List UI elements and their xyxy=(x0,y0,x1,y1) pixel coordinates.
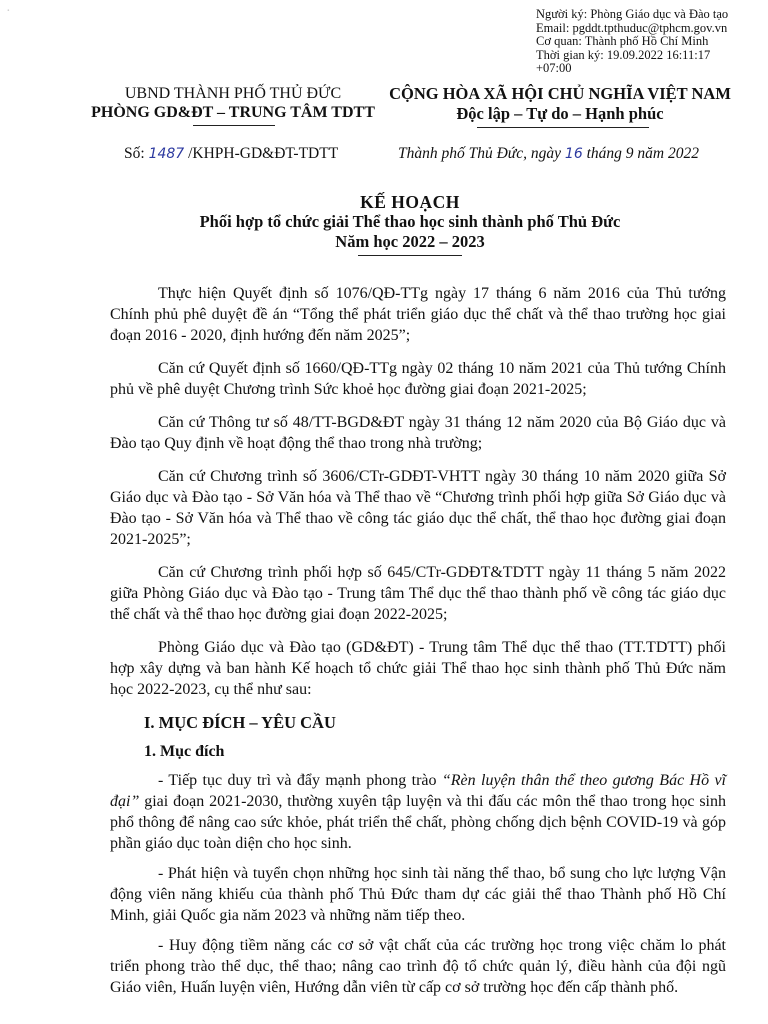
title-subject: Phối hợp tổ chức giải Thể thao học sinh thành phố Thủ Đức xyxy=(199,212,621,231)
document-body xyxy=(110,283,726,1007)
signature-email: Email: pgddt.tpthuduc@tphcm.gov.vn xyxy=(536,20,728,35)
quoted-slogan: “Rèn luyện thân thể theo gương Bác Hồ vĩ đại” xyxy=(110,772,726,810)
document-number xyxy=(124,145,338,163)
document-number-code: /KHPH-GD&ĐT-TDTT xyxy=(184,145,339,162)
handwritten-number: 1487 xyxy=(148,146,185,162)
paragraph: Căn cứ Quyết định số 1660/QĐ-TTg ngày 02 tháng 10 năm 2021 của Thủ tướng Chính phủ về phê duyệt Chương trình Sức khoẻ học đường giai đoạn 2021-2025; xyxy=(110,360,726,398)
title-underline xyxy=(358,255,462,256)
department-name: PHÒNG GD&ĐT – TRUNG TÂM TDTT xyxy=(91,104,375,121)
paragraph: Căn cứ Chương trình số 3606/CTr-GDĐT-VHTT ngày 30 tháng 10 năm 2020 giữa Sở Giáo dục và Đào tạo - Sở Văn hóa và Thể thao về “Chương trình phối hợp giữa Sở Giáo dục và Đào tạo - Sở Văn hóa và Thể thao về công tác giáo dục thể chất, thể thao học đường giai đoạn 2021-2025”; xyxy=(110,468,726,548)
section-heading: I. MỤC ĐÍCH – YÊU CẦU xyxy=(144,713,336,732)
document-title xyxy=(80,192,740,252)
bullet-paragraph: - Phát hiện và tuyển chọn những học sinh tài năng thể thao, bổ sung cho lực lượng Vận động viên năng khiếu của thành phố Thủ Đức tham dự các giải thể thao Thành phố Hồ Chí Minh, giải Quốc gia năm 2023 và những năm tiếp theo. xyxy=(110,865,726,924)
national-motto: Độc lập – Tự do – Hạnh phúc xyxy=(456,104,664,123)
paragraph: Căn cứ Thông tư số 48/TT-BGD&ĐT ngày 31 tháng 12 năm 2020 của Bộ Giáo dục và Đào tạo Quy định về hoạt động thể thao trong nhà trường; xyxy=(110,414,726,452)
date-prefix: Thành phố Thủ Đức, ngày xyxy=(398,145,565,162)
scan-mark: · xyxy=(6,4,11,19)
bullet-paragraph xyxy=(110,770,726,854)
signature-agency: Cơ quan: Thành phố Hồ Chí Minh xyxy=(536,34,709,48)
subsection-heading: 1. Mục đích xyxy=(144,743,225,760)
motto-underline xyxy=(477,127,649,128)
document-number-prefix: Số: xyxy=(124,145,149,162)
handwritten-day: 16 xyxy=(564,146,583,162)
nation-name: CỘNG HÒA XÃ HỘI CHỦ NGHĨA VIỆT NAM xyxy=(389,84,731,103)
signature-signer: Người ký: Phòng Giáo dục và Đào tạo xyxy=(536,7,729,21)
paragraph: Thực hiện Quyết định số 1076/QĐ-TTg ngày 17 tháng 6 năm 2016 của Thủ tướng Chính phủ phê duyệt đề án “Tổng thể phát triển giáo dục thể chất và thể thao trường học giai đoạn 2016 - 2020, định hướng đến năm 2025”; xyxy=(110,285,726,344)
paragraph: Căn cứ Chương trình phối hợp số 645/CTr-GDĐT&TDTT ngày 11 tháng 5 năm 2022 giữa Phòng Giáo dục và Đào tạo - Trung tâm Thể dục thể thao thành phố về công tác giáo dục thể chất và thể thao học đường giai đoạn 2022-2025; xyxy=(110,564,726,623)
national-header xyxy=(380,84,740,124)
digital-signature-block xyxy=(536,8,764,76)
bullet-text: - Tiếp tục duy trì và đẩy mạnh phong trào xyxy=(158,772,442,789)
issuing-authority xyxy=(88,84,378,122)
document-date xyxy=(398,145,699,163)
signature-time: Thời gian ký: 19.09.2022 16:11:17 xyxy=(536,47,711,62)
authority-name: UBND THÀNH PHỐ THỦ ĐỨC xyxy=(124,85,342,102)
paragraph: Phòng Giáo dục và Đào tạo (GD&ĐT) - Trung tâm Thể dục thể thao (TT.TDTT) phối hợp xây dựng và ban hành Kế hoạch tổ chức giải Thể thao học sinh thành phố Thủ Đức năm học 2022-2023, cụ thể như sau: xyxy=(110,639,726,698)
title-type: KẾ HOẠCH xyxy=(360,192,460,212)
title-school-year: Năm học 2022 – 2023 xyxy=(335,232,485,251)
signature-timezone: +07:00 xyxy=(536,61,572,75)
authority-underline xyxy=(193,125,275,126)
bullet-paragraph: - Huy động tiềm năng các cơ sở vật chất của các trường học trong việc chăm lo phát triển phong trào thể dục, thể thao; nâng cao trình độ tổ chức quản lý, điều hành của đội ngũ Giáo viên, Huấn luyện viên, Hướng dẫn viên từ cấp cơ sở trường học đến cấp thành phố. xyxy=(110,937,726,996)
bullet-text: giai đoạn 2021-2030, thường xuyên tập luyện và thi đấu các môn thể thao trong học sinh phổ thông để nâng cao sức khỏe, phát triển thể chất, phòng chống dịch bệnh COVID-19 và góp phần giáo dục toàn diện cho học sinh. xyxy=(110,793,726,852)
date-suffix: tháng 9 năm 2022 xyxy=(582,145,699,162)
